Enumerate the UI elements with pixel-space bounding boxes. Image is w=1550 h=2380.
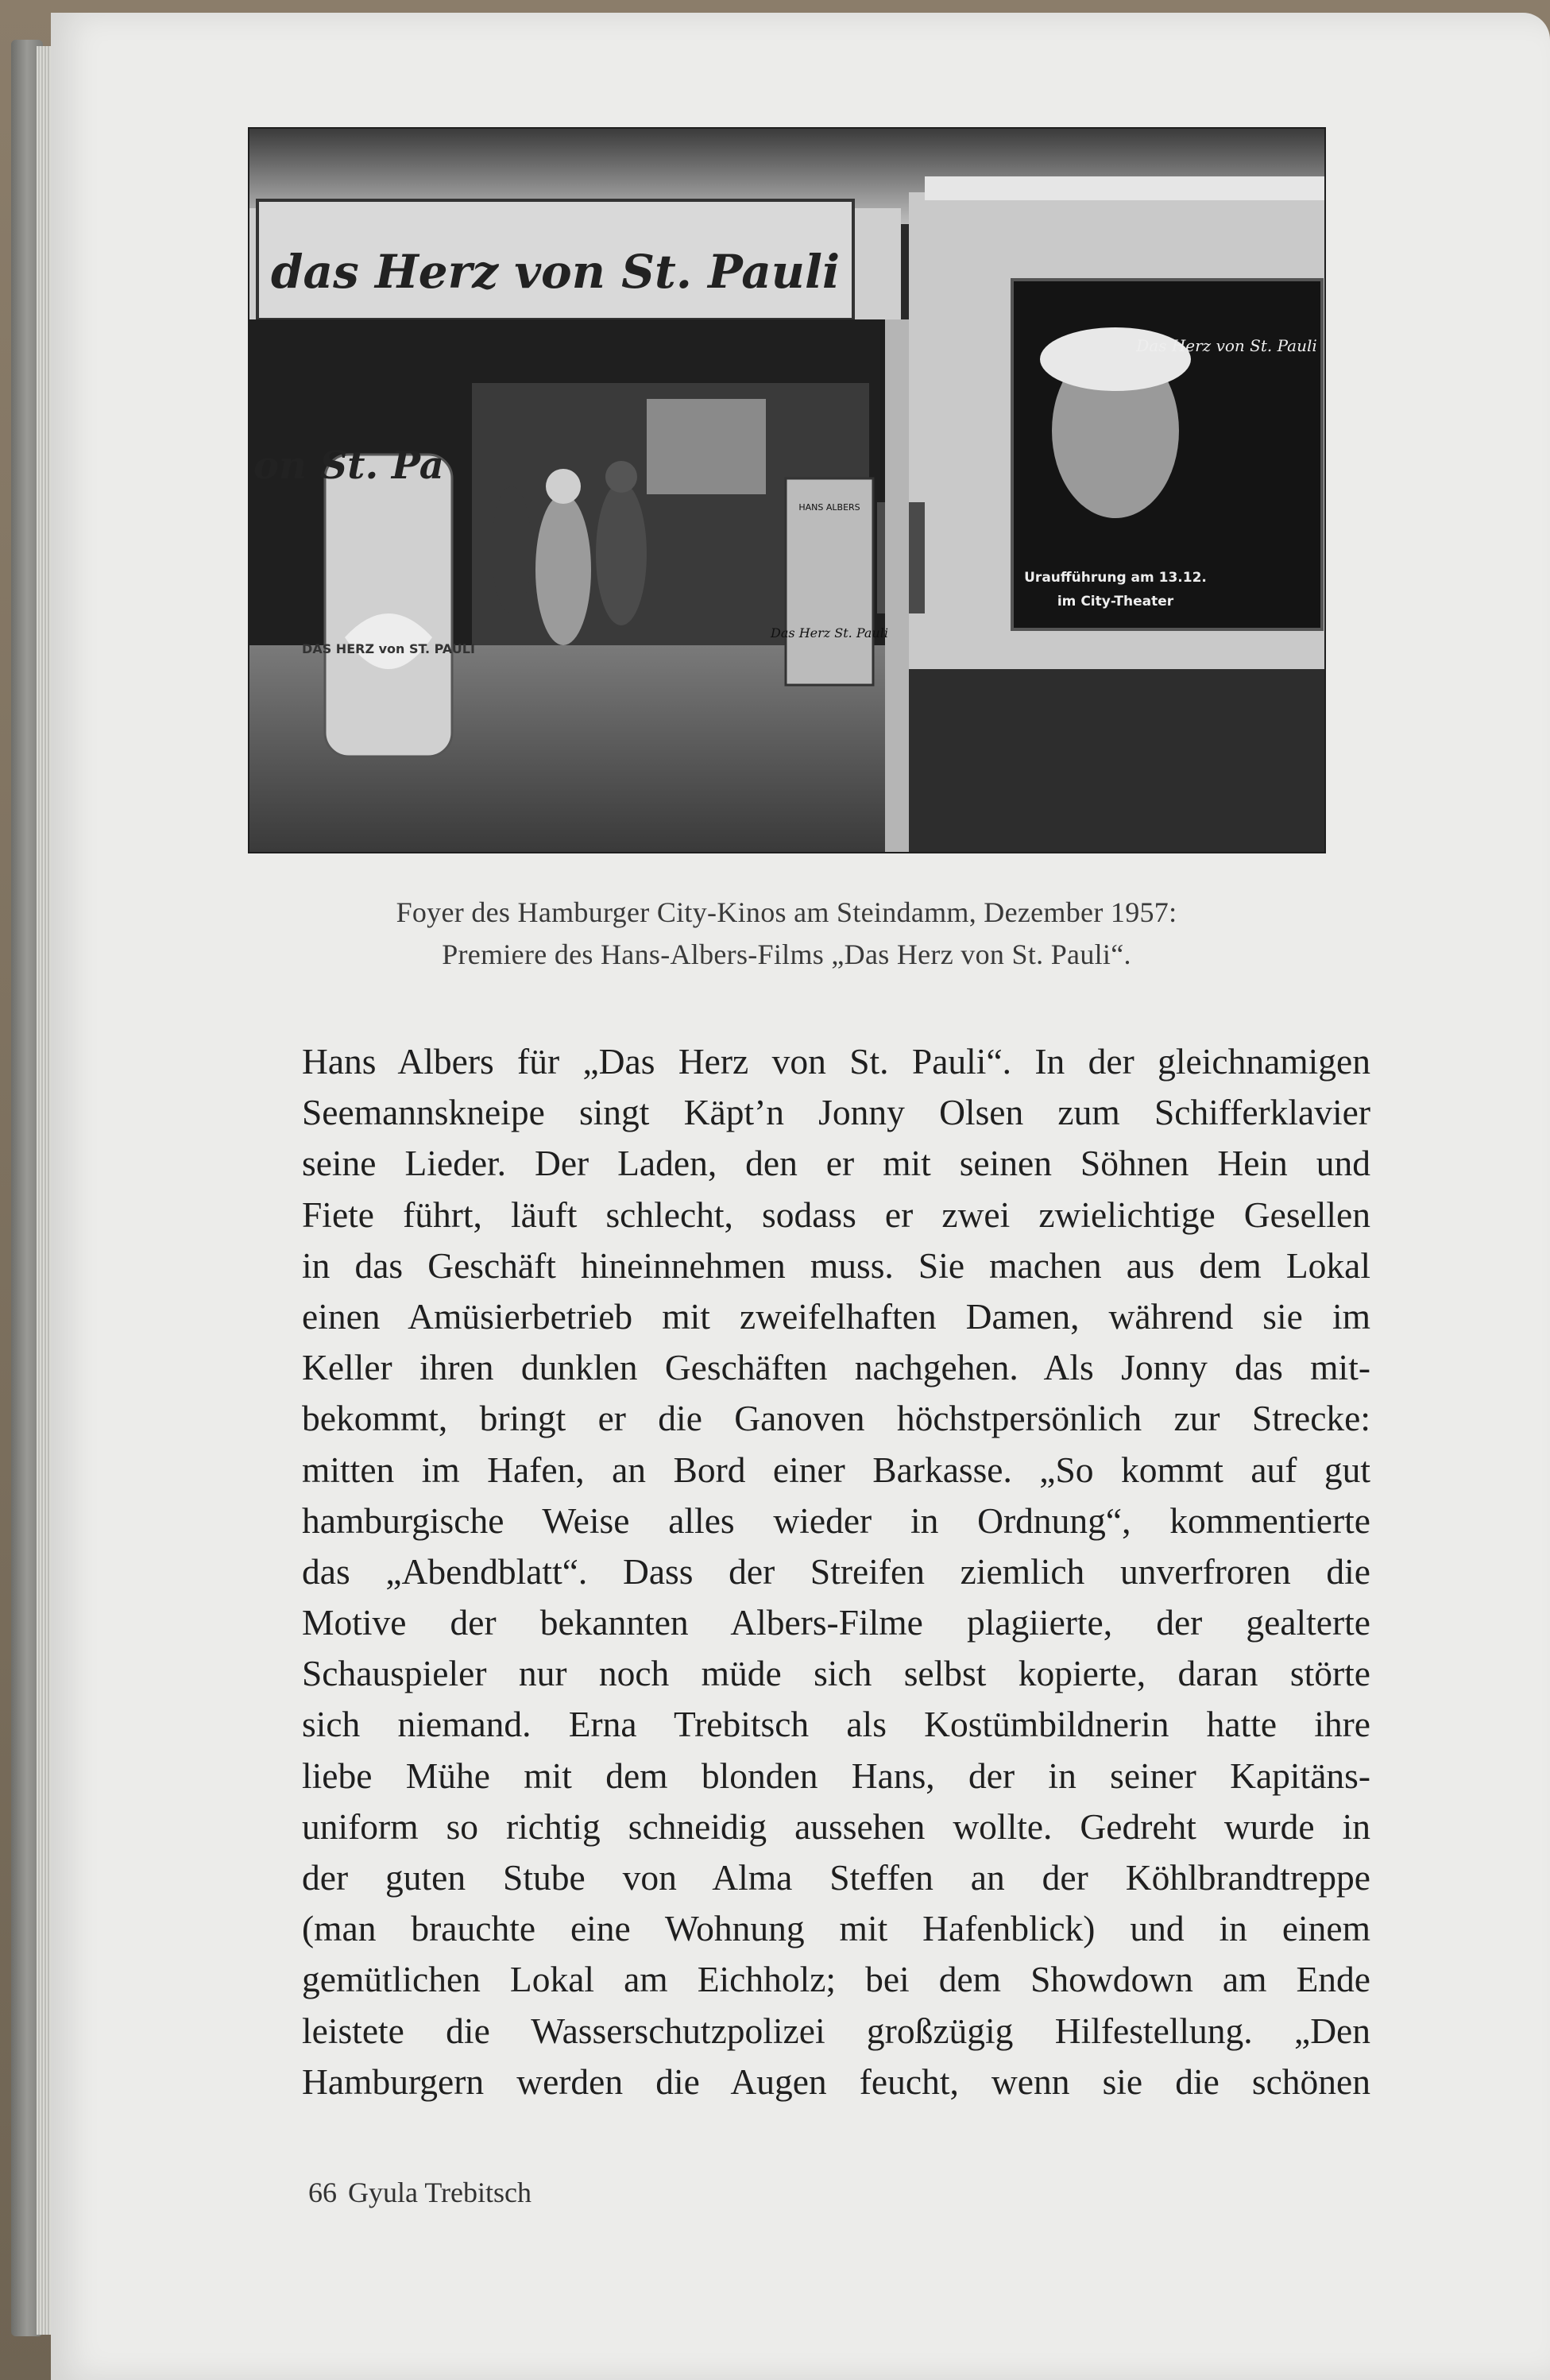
body-line: gemütlichen Lokal am Eichholz; bei dem Showdown am Ende [302,1959,1370,2000]
body-line: leistete die Wasserschutzpolizei großzügig Hilfestellung. „Den [302,2010,1370,2051]
body-line: seine Lieder. Der Laden, den er mit seinen Söhnen Hein und [302,1143,1370,1184]
right-poster-line1: Uraufführung am 13.12. [1024,570,1207,586]
body-line: der guten Stube von Alma Steffen an der Köhlbrandtreppe [302,1857,1370,1898]
caption-line-1: Foyer des Hamburger City-Kinos am Steindamm, Dezember 1957: [396,896,1177,928]
body-line: hamburgische Weise alles wieder in Ordnung“, kommentierte [302,1500,1370,1541]
body-line: das „Abendblatt“. Dass der Streifen ziemlich unverfroren die [302,1550,1370,1592]
body-line: Keller ihren dunklen Geschäften nachgehen. Als Jonny das mit- [302,1347,1370,1388]
right-poster-line2: im City-Theater [1057,594,1174,610]
body-line: Seemannskneipe singt Käpt’n Jonny Olsen zum Schifferklavier [302,1092,1370,1133]
photo-caption [159,892,1414,976]
body-line: liebe Mühe mit dem blonden Hans, der in seiner Kapitäns- [302,1755,1370,1796]
center-poster-text: Das Herz St. Pauli [771,625,888,640]
body-line: in das Geschäft hineinnehmen muss. Sie machen aus dem Lokal [302,1244,1370,1286]
cinema-foyer-photo [248,127,1326,853]
photo-illustration [249,129,1324,852]
sign-small-text: on St. Pa [253,443,444,488]
sign-text: das Herz von St. Pauli [270,245,841,299]
body-line: uniform so richtig schneidig aussehen wollte. Gedreht wurde in [302,1805,1370,1847]
body-line: Schauspieler nur noch müde sich selbst kopierte, daran störte [302,1653,1370,1694]
body-line: Hans Albers für „Das Herz von St. Pauli“. In der gleichnamigen [302,1041,1370,1082]
center-poster-top: HANS ALBERS [798,502,860,513]
body-line: einen Amüsierbetrieb mit zweifelhaften Damen, während sie im [302,1295,1370,1337]
running-head: Gyula Trebitsch [348,2177,532,2208]
page-footer [308,2176,543,2209]
body-line: bekommt, bringt er die Ganoven höchstpersönlich zur Strecke: [302,1398,1370,1439]
body-line: (man brauchte eine Wohnung mit Hafenblick) und in einem [302,1908,1370,1949]
caption-line-2: Premiere des Hans-Albers-Films „Das Herz von St. Pauli“. [442,938,1131,970]
body-paragraph [302,1036,1370,2107]
right-poster-title: Das Herz von St. Pauli [1136,336,1317,355]
body-line: Hamburgern werden die Augen feucht, wenn sie die schönen [302,2061,1370,2102]
body-line: mitten im Hafen, an Bord einer Barkasse. „So kommt auf gut [302,1449,1370,1490]
column-poster-text: DAS HERZ von ST. PAULI [302,641,475,656]
body-line: Motive der bekannten Albers-Filme plagiierte, der gealterte [302,1602,1370,1643]
body-line: Fiete führt, läuft schlecht, sodass er zwei zwielichtige Gesellen [302,1194,1370,1235]
page-number: 66 [308,2177,337,2208]
body-line: sich niemand. Erna Trebitsch als Kostümbildnerin hatte ihre [302,1704,1370,1745]
